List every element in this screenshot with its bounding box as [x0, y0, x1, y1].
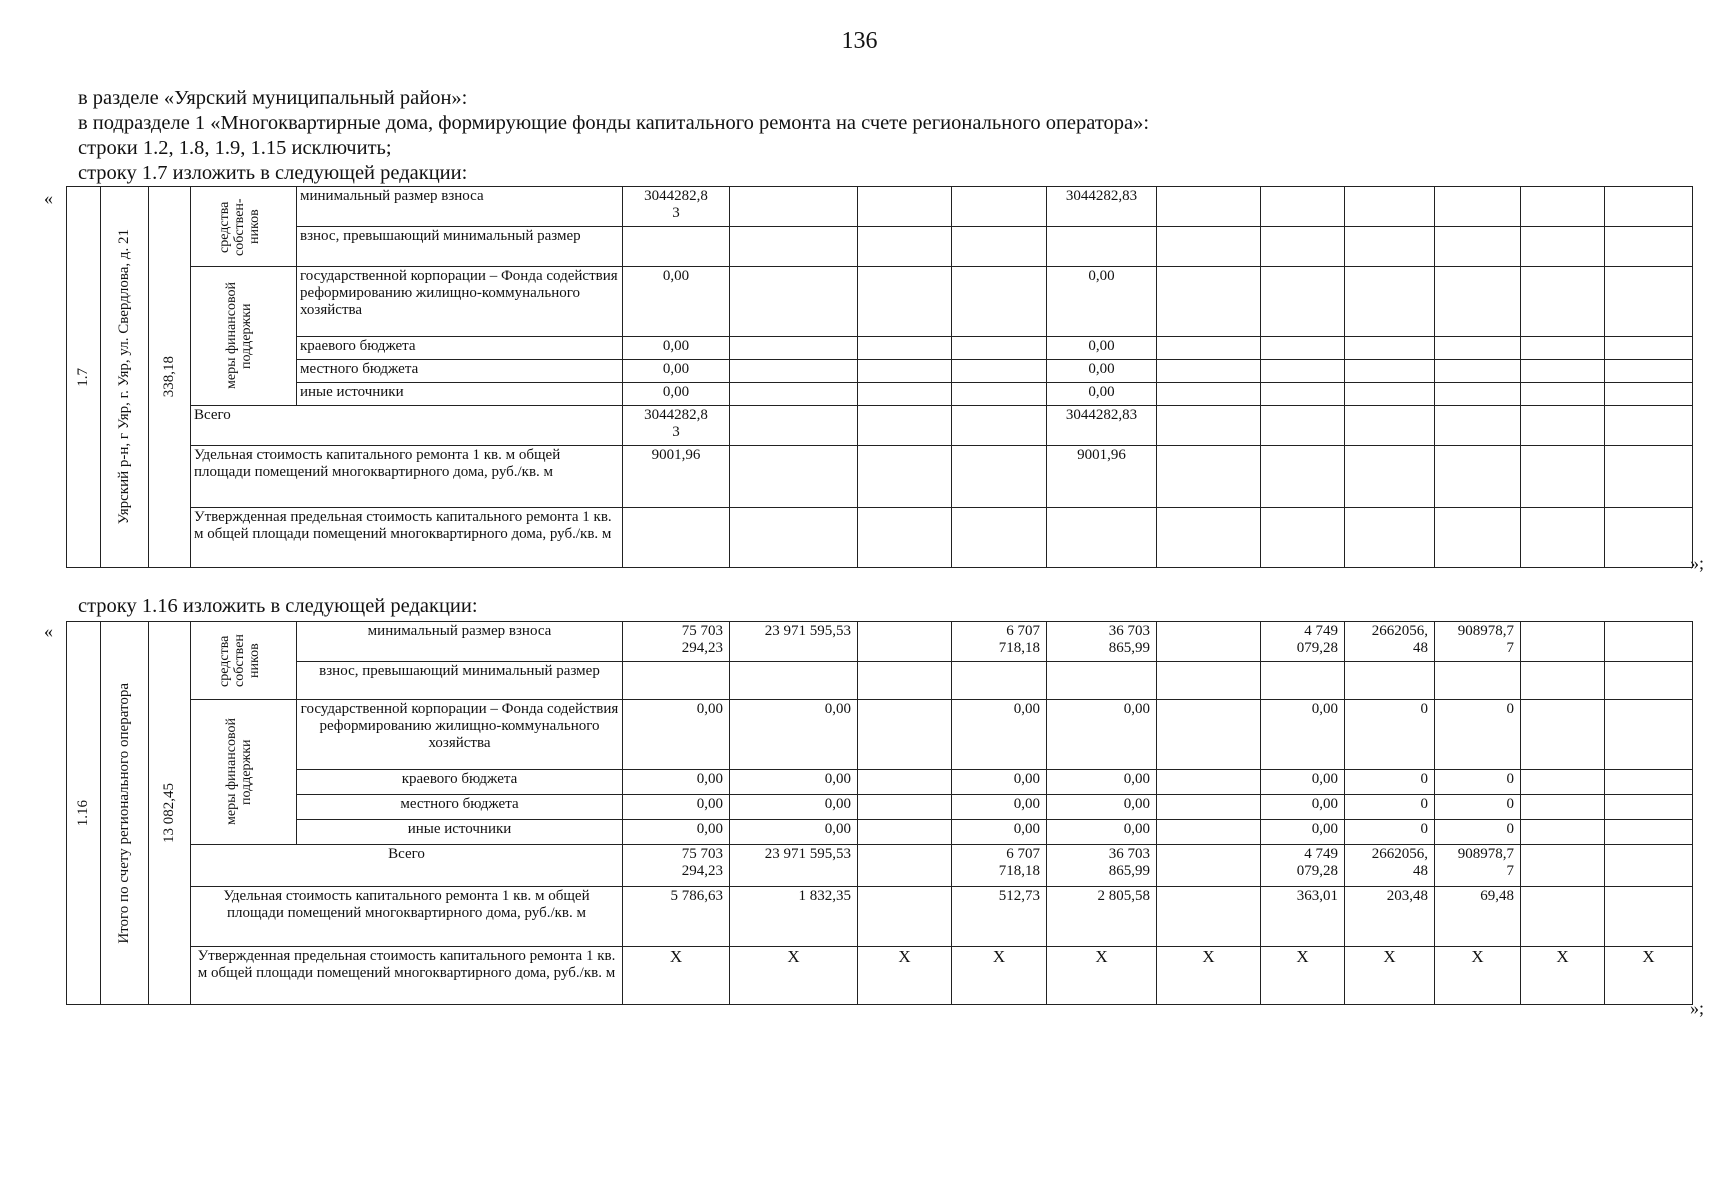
cell-value — [1605, 662, 1693, 700]
table-row — [67, 820, 1693, 845]
intro-line-exclude: строки 1.2, 1.8, 1.9, 1.15 исключить; — [78, 137, 392, 159]
heading-row-1-16: строку 1.16 изложить в следующей редакции: — [78, 595, 478, 617]
row-label: иные источники — [297, 383, 623, 406]
cell-value: 0,00 — [730, 820, 858, 845]
cell-value: 512,73 — [952, 887, 1047, 947]
cell-value: 0 — [1345, 795, 1435, 820]
cell-value — [623, 662, 730, 700]
quote-close-1: »; — [1690, 553, 1705, 573]
cell-value — [1605, 770, 1693, 795]
row-label: краевого бюджета — [297, 337, 623, 360]
support-group — [191, 700, 297, 845]
owner-funds-label: средства собствен-ников — [216, 197, 262, 256]
cell-value — [1521, 820, 1605, 845]
cell-value — [952, 662, 1047, 700]
cell-x: X — [1435, 947, 1521, 1005]
cell-x: X — [623, 947, 730, 1005]
cell-value: 0,00 — [623, 770, 730, 795]
cell-value — [1157, 887, 1261, 947]
cell-value — [858, 622, 952, 662]
owner-funds-group — [191, 187, 297, 267]
cell-value — [858, 770, 952, 795]
table-row — [67, 700, 1693, 770]
cell-value — [1157, 700, 1261, 770]
cell-value: 0 — [1435, 770, 1521, 795]
cell-value: 0,00 — [1047, 360, 1157, 383]
cell-x: X — [858, 947, 952, 1005]
row-number: 1.7 — [75, 367, 91, 387]
limit-cost-label: Утвержденная предельная стоимость капитального ремонта 1 кв. м общей площади помещений многоквартирного дома, руб./кв. м — [191, 508, 623, 568]
row-label: государственной корпорации – Фонда содействия реформированию жилищно-коммунального хозяйства — [297, 700, 623, 770]
cell-value: 0,00 — [1261, 700, 1345, 770]
table-row — [67, 795, 1693, 820]
cell-value: 0,00 — [952, 770, 1047, 795]
cell-value — [1047, 662, 1157, 700]
cell-value: 908978,7 7 — [1435, 845, 1521, 887]
cell-value — [1345, 662, 1435, 700]
cell-value: 0,00 — [1047, 383, 1157, 406]
cell-value: 3044282,8 3 — [623, 187, 730, 227]
cell-value — [1605, 622, 1693, 662]
cell-value: 0,00 — [623, 700, 730, 770]
cell-value: 0 — [1435, 820, 1521, 845]
title-cell — [101, 622, 149, 1005]
cell-value — [1605, 700, 1693, 770]
cell-value: 0,00 — [730, 700, 858, 770]
cell-value — [858, 887, 952, 947]
cell-value: 0,00 — [623, 383, 730, 406]
cell-value — [1605, 887, 1693, 947]
intro-line-section: в разделе «Уярский муниципальный район»: — [78, 87, 468, 109]
owner-funds-label: средства собствен ников — [216, 634, 262, 687]
cell-value: 4 749 079,28 — [1261, 622, 1345, 662]
area-cell — [149, 622, 191, 1005]
cell-value — [1157, 795, 1261, 820]
cell-value: 0,00 — [1047, 267, 1157, 337]
cell-value: 0,00 — [730, 770, 858, 795]
total-title: Итого по счету регионального оператора — [116, 682, 132, 944]
cell-value: 6 707 718,18 — [952, 845, 1047, 887]
area: 13 082,45 — [161, 783, 177, 843]
cell-x: X — [1521, 947, 1605, 1005]
cell-value — [858, 820, 952, 845]
cell-value: 0,00 — [952, 795, 1047, 820]
cell-value: 69,48 — [1435, 887, 1521, 947]
address: Уярский р-н, г Уяр, г. Уяр, ул. Свердлова, д. 21 — [116, 229, 132, 525]
cell-value — [1605, 795, 1693, 820]
cell-value — [858, 845, 952, 887]
row-label: государственной корпорации – Фонда содействия реформированию жилищно-коммунального хозяйства — [297, 267, 623, 337]
cell-value: 9001,96 — [623, 446, 730, 508]
cell-value — [1157, 820, 1261, 845]
support-label: меры финансовой поддержки — [223, 718, 254, 826]
cell-value: 0,00 — [623, 820, 730, 845]
cell-value: 0 — [1345, 820, 1435, 845]
cell-value — [1157, 770, 1261, 795]
area: 338,18 — [161, 356, 177, 398]
cell-value: 1 832,35 — [730, 887, 858, 947]
row-label: минимальный размер взноса — [297, 187, 623, 227]
row-label: местного бюджета — [297, 360, 623, 383]
table-row-1-16 — [66, 621, 1693, 1005]
row-label: краевого бюджета — [297, 770, 623, 795]
limit-cost-label: Утвержденная предельная стоимость капитального ремонта 1 кв. м общей площади помещений многоквартирного дома, руб./кв. м — [191, 947, 623, 1005]
row-label: иные источники — [297, 820, 623, 845]
cell-value — [1605, 845, 1693, 887]
cell-value: 5 786,63 — [623, 887, 730, 947]
cell-value — [1435, 662, 1521, 700]
total-label: Всего — [191, 845, 623, 887]
row-number-cell — [67, 622, 101, 1005]
cell-value: 0,00 — [1047, 700, 1157, 770]
cell-value — [858, 700, 952, 770]
cell-value — [1521, 662, 1605, 700]
support-group — [191, 267, 297, 406]
cell-x: X — [1605, 947, 1693, 1005]
intro-line-row-1-7: строку 1.7 изложить в следующей редакции: — [78, 162, 468, 184]
cell-x: X — [1157, 947, 1261, 1005]
area-cell — [149, 187, 191, 568]
cell-value: 0,00 — [1047, 770, 1157, 795]
row-number-cell — [67, 187, 101, 568]
intro-text — [78, 86, 1149, 186]
cell-value: 6 707 718,18 — [952, 622, 1047, 662]
cell-value: 0,00 — [623, 360, 730, 383]
cell-value — [1521, 700, 1605, 770]
row-label: минимальный размер взноса — [297, 622, 623, 662]
cell-value: 2662056, 48 — [1345, 845, 1435, 887]
cell-value: 363,01 — [1261, 887, 1345, 947]
cell-value — [1157, 662, 1261, 700]
cell-x: X — [1261, 947, 1345, 1005]
row-label: взнос, превышающий минимальный размер — [297, 662, 623, 700]
cell-value: 0,00 — [730, 795, 858, 820]
cell-value: 23 971 595,53 — [730, 622, 858, 662]
cell-x: X — [1047, 947, 1157, 1005]
cell-value: 2 805,58 — [1047, 887, 1157, 947]
cell-value: 23 971 595,53 — [730, 845, 858, 887]
cell-value — [1521, 622, 1605, 662]
cell-value: 75 703 294,23 — [623, 845, 730, 887]
cell-value — [1521, 770, 1605, 795]
cell-value: 0 — [1435, 700, 1521, 770]
cell-x: X — [1345, 947, 1435, 1005]
table-row — [67, 622, 1693, 662]
cell-value: 0 — [1435, 795, 1521, 820]
cell-value: 75 703 294,23 — [623, 622, 730, 662]
cell-value: 36 703 865,99 — [1047, 845, 1157, 887]
cell-value: 0,00 — [1261, 770, 1345, 795]
total-label: Всего — [191, 406, 623, 446]
cell-value: 908978,7 7 — [1435, 622, 1521, 662]
cell-value — [1157, 622, 1261, 662]
quote-close-2: »; — [1690, 998, 1705, 1018]
cell-value — [1261, 662, 1345, 700]
intro-line-subsection: в подразделе 1 «Многоквартирные дома, формирующие фонды капитального ремонта на счете регионального оператора»: — [78, 112, 1150, 134]
cell-value: 3044282,83 — [1047, 406, 1157, 446]
cell-value: 0,00 — [623, 267, 730, 337]
cell-value: 0,00 — [952, 820, 1047, 845]
row-label: взнос, превышающий минимальный размер — [297, 227, 623, 267]
cell-value: 0 — [1345, 770, 1435, 795]
cell-value: 4 749 079,28 — [1261, 845, 1345, 887]
cell-x: X — [952, 947, 1047, 1005]
cell-value — [1521, 887, 1605, 947]
table-row — [67, 845, 1693, 887]
table-row-1-7 — [66, 186, 1693, 568]
page-number: 136 — [841, 28, 878, 54]
cell-value: 0,00 — [1261, 795, 1345, 820]
cell-value: 0 — [1345, 700, 1435, 770]
cell-value: 36 703 865,99 — [1047, 622, 1157, 662]
cell-value: 0,00 — [623, 795, 730, 820]
quote-open-1: « — [44, 188, 53, 208]
cell-value: 9001,96 — [1047, 446, 1157, 508]
cell-value: 0,00 — [1261, 820, 1345, 845]
cell-value: 3044282,8 3 — [623, 406, 730, 446]
unit-cost-label: Удельная стоимость капитального ремонта 1 кв. м общей площади помещений многоквартирного дома, руб./кв. м — [191, 887, 623, 947]
table-row — [67, 947, 1693, 1005]
table-row — [67, 887, 1693, 947]
cell-value — [1157, 845, 1261, 887]
row-label: местного бюджета — [297, 795, 623, 820]
unit-cost-label: Удельная стоимость капитального ремонта 1 кв. м общей площади помещений многоквартирного дома, руб./кв. м — [191, 446, 623, 508]
owner-funds-group — [191, 622, 297, 700]
cell-value: 0,00 — [1047, 795, 1157, 820]
cell-value — [858, 662, 952, 700]
cell-x: X — [730, 947, 858, 1005]
cell-value: 0,00 — [1047, 337, 1157, 360]
cell-value: 203,48 — [1345, 887, 1435, 947]
row-number: 1.16 — [75, 799, 91, 827]
cell-value — [1605, 820, 1693, 845]
cell-value — [1521, 795, 1605, 820]
cell-value — [1521, 845, 1605, 887]
cell-value — [858, 795, 952, 820]
cell-value — [730, 662, 858, 700]
cell-value: 0,00 — [952, 700, 1047, 770]
quote-open-2: « — [44, 621, 53, 641]
support-label: меры финансовой поддержки — [223, 282, 254, 390]
cell-value: 0,00 — [1047, 820, 1157, 845]
cell-value: 2662056, 48 — [1345, 622, 1435, 662]
table-row — [67, 770, 1693, 795]
cell-value: 0,00 — [623, 337, 730, 360]
address-cell — [101, 187, 149, 568]
cell-value: 3044282,83 — [1047, 187, 1157, 227]
table-row — [67, 662, 1693, 700]
